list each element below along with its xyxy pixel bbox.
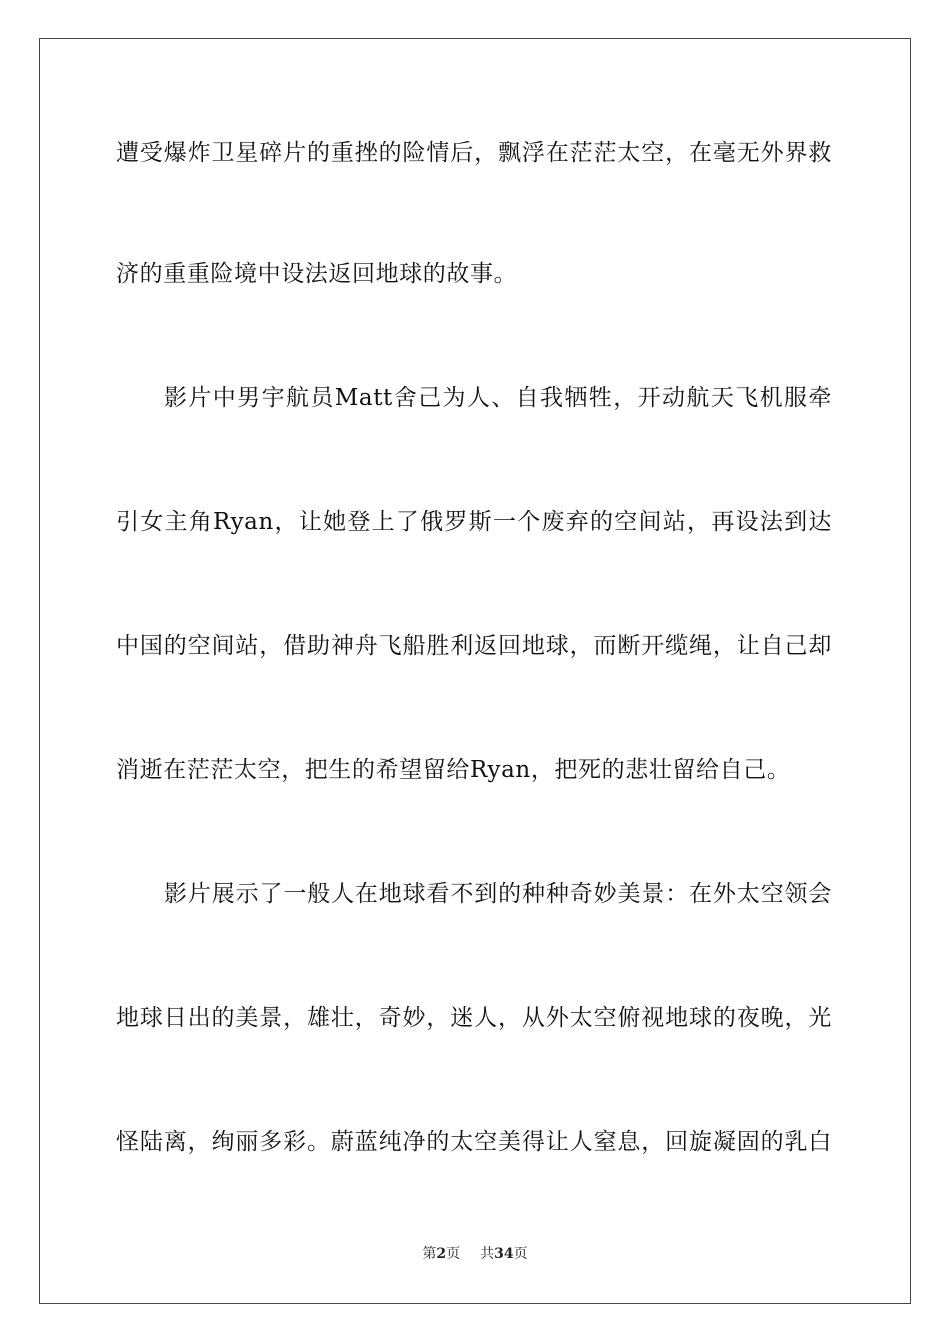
- page-footer: [0, 1245, 950, 1263]
- text-line-2: 济的重重险境中设法返回地球的故事。: [116, 261, 518, 287]
- total-suffix: 页: [513, 1246, 528, 1262]
- total-prefix: 共: [480, 1246, 495, 1262]
- text-line-5: 中国的空间站，借助神舟飞船胜利返回地球，而断开缆绳，让自己却: [116, 633, 832, 659]
- text-line-1: 遭受爆炸卫星碎片的重挫的险情后，飘浮在茫茫太空，在毫无外界救: [116, 140, 832, 166]
- text-line-8: 地球日出的美景，雄壮，奇妙，迷人，从外太空俯视地球的夜晚，光: [116, 1005, 832, 1031]
- text-line-7: 影片展示了一般人在地球看不到的种种奇妙美景：在外太空领会: [164, 881, 832, 907]
- page-suffix: 页: [446, 1246, 461, 1262]
- page-border: [39, 38, 911, 1304]
- text-line-6: 消逝在茫茫太空，把生的希望留给Ryan，把死的悲壮留给自己。: [116, 757, 791, 783]
- text-line-4: 引女主角Ryan，让她登上了俄罗斯一个废弃的空间站，再设法到达: [116, 509, 832, 535]
- page-number: 2: [436, 1246, 447, 1262]
- total-pages: 34: [494, 1246, 514, 1262]
- text-line-3: 影片中男宇航员Matt舍己为人、自我牺牲，开动航天飞机服牵: [164, 385, 832, 411]
- text-line-9: 怪陆离，绚丽多彩。蔚蓝纯净的太空美得让人窒息，回旋凝固的乳白: [116, 1129, 832, 1155]
- page-prefix: 第: [422, 1246, 437, 1262]
